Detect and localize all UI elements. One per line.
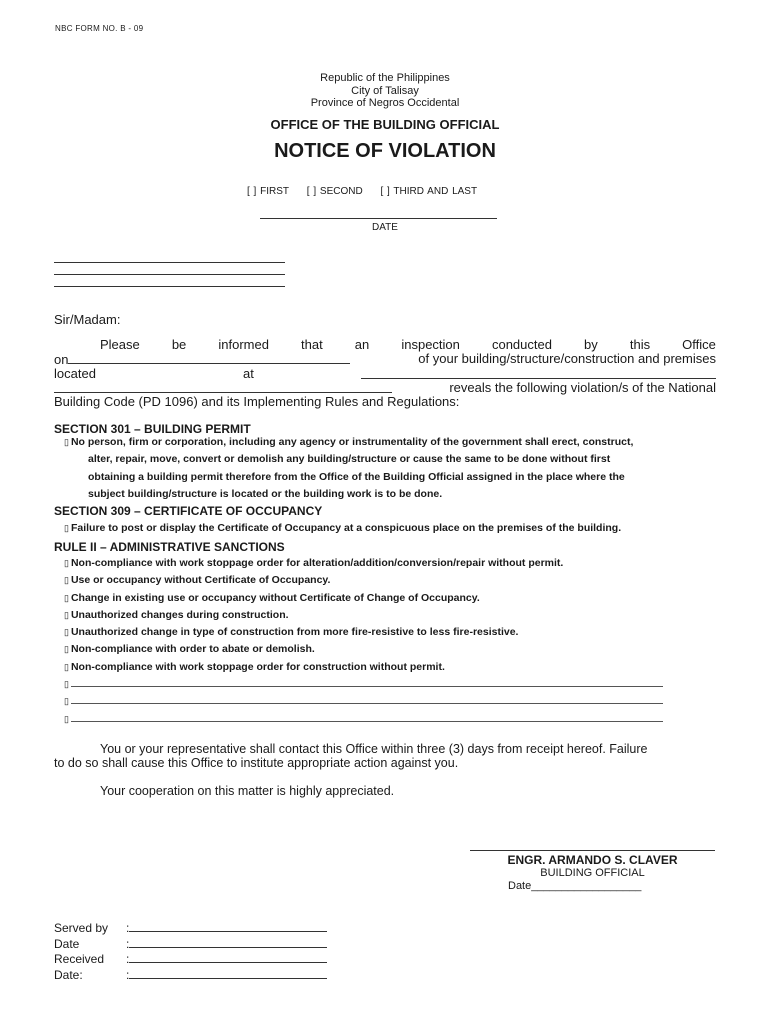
rule-2-heading: RULE II – ADMINISTRATIVE SANCTIONS xyxy=(54,540,285,554)
header-republic: Republic of the Philippines xyxy=(320,72,450,84)
blank-item xyxy=(64,676,663,693)
intro-word: informed xyxy=(218,337,269,352)
closing-paragraph: You or your representative shall contact this Office within three (3) days from receipt hereof. Failure to do so shall cause this Office to institute appropriate action against you. xyxy=(54,742,648,770)
checkbox-icon[interactable]: ▯ xyxy=(64,661,69,672)
served-date-field[interactable] xyxy=(129,936,327,948)
signatory-date-field[interactable]: Date__________________ xyxy=(508,880,642,892)
date-field[interactable] xyxy=(260,208,497,219)
service-block xyxy=(54,920,327,982)
checkbox-icon[interactable]: ▯ xyxy=(64,609,69,620)
intro-word: this xyxy=(629,337,651,352)
signatory-title: BUILDING OFFICIAL xyxy=(540,867,645,879)
section-309-heading: SECTION 309 – CERTIFICATE OF OCCUPANCY xyxy=(54,504,323,518)
intro-word: inspection xyxy=(401,337,460,352)
appreciation-text: Your cooperation on this matter is highly appreciated. xyxy=(100,784,395,798)
checkbox-icon[interactable]: ▯ xyxy=(64,644,69,655)
received-date-row: Date: : xyxy=(54,967,327,983)
checkbox-icon[interactable]: ▯ xyxy=(64,696,69,707)
signatory-name: ENGR. ARMANDO S. CLAVER xyxy=(507,853,678,867)
received-row: Received : xyxy=(54,951,327,967)
blank-item xyxy=(64,693,663,710)
rule-2-items xyxy=(64,555,663,728)
intro-word: an xyxy=(354,337,370,352)
form-number: NBC FORM NO. B - 09 xyxy=(55,24,144,33)
served-by-row: Served by : xyxy=(54,920,327,936)
option-first[interactable]: [ ] FIRST xyxy=(247,186,289,197)
header-province: Province of Negros Occidental xyxy=(310,97,460,109)
section-309-item: ▯ Failure to post or display the Certificate of Occupancy at a conspicuous place on the premises of the building. xyxy=(64,522,622,534)
salutation: Sir/Madam: xyxy=(54,312,121,327)
received-date-field[interactable] xyxy=(129,967,327,979)
office-name: OFFICE OF THE BUILDING OFFICIAL xyxy=(270,117,500,132)
blank-item xyxy=(64,711,663,728)
other-violation-field-2[interactable] xyxy=(71,694,663,704)
on-label: on xyxy=(54,352,69,367)
checkbox-icon[interactable]: ▯ xyxy=(64,713,69,724)
other-violation-field-3[interactable] xyxy=(71,712,663,722)
code-reference: Building Code (PD 1096) and its Implementing Rules and Regulations: xyxy=(54,394,460,409)
intro-word: that xyxy=(301,337,323,352)
checkbox-icon[interactable]: ▯ xyxy=(64,558,69,568)
at-label: at xyxy=(243,366,254,381)
section-301-item: ▯ No person, firm or corporation, including any agency or instrumentality of the government shall erect, construct, alter, repair, move, convert or demolish any building/structure or cause the same to be done without first obtaining a building permit therefore from the Office of the Building Official assigned in the place where the subject building/structure is located or the building work is to be done. xyxy=(64,436,634,500)
location-field-2[interactable] xyxy=(54,381,392,393)
addressee-line-1[interactable] xyxy=(54,262,285,263)
checkbox-icon[interactable]: ▯ xyxy=(64,679,69,690)
checkbox-icon[interactable]: ▯ xyxy=(64,523,69,533)
checkbox-icon[interactable]: ▯ xyxy=(64,437,69,447)
intro-word: conducted xyxy=(491,337,552,352)
served-date-row: Date : xyxy=(54,936,327,952)
intro-word: be xyxy=(171,337,187,352)
served-by-field[interactable] xyxy=(129,920,327,932)
checkbox-icon[interactable]: ▯ xyxy=(64,575,69,586)
received-field[interactable] xyxy=(129,951,327,963)
option-third-and-last[interactable]: [ ] THIRD AND LAST xyxy=(380,186,478,197)
date-label: DATE xyxy=(372,222,398,233)
checkbox-icon[interactable]: ▯ xyxy=(64,592,69,603)
list-item: ▯ Change in existing use or occupancy without Certificate of Change of Occupancy. xyxy=(64,591,480,604)
inspection-date-field[interactable] xyxy=(68,352,350,364)
list-item: ▯ Non-compliance with work stoppage order for alteration/addition/conversion/repair without permit. xyxy=(64,557,564,569)
list-item: ▯ Non-compliance with work stoppage order for construction without permit. xyxy=(64,660,445,673)
intro-word: by xyxy=(584,337,598,352)
option-second[interactable]: [ ] SECOND xyxy=(306,186,363,197)
reveals-text: reveals the following violation/s of the National xyxy=(449,380,716,395)
checkbox-icon[interactable]: ▯ xyxy=(64,627,69,638)
located-label: located xyxy=(54,366,96,381)
location-field-1[interactable] xyxy=(361,367,716,379)
list-item: ▯ Unauthorized change in type of construction from more fire-resistive to less fire-resistive. xyxy=(64,626,519,639)
other-violation-field-1[interactable] xyxy=(71,677,663,687)
header-city: City of Talisay xyxy=(351,84,419,97)
addressee-line-2[interactable] xyxy=(54,274,285,275)
of-your-building: of your building/structure/construction and premises xyxy=(418,351,716,366)
intro-word: Office xyxy=(682,337,716,352)
intro-word: Please xyxy=(100,337,140,352)
notice-options xyxy=(247,186,491,197)
list-item: ▯ Non-compliance with order to abate or demolish. xyxy=(64,643,315,656)
section-301-heading: SECTION 301 – BUILDING PERMIT xyxy=(54,422,251,436)
addressee-line-3[interactable] xyxy=(54,286,285,287)
list-item: ▯ Unauthorized changes during construction. xyxy=(64,608,289,621)
list-item: ▯ Use or occupancy without Certificate of Occupancy. xyxy=(64,574,331,587)
document-title: NOTICE OF VIOLATION xyxy=(274,140,496,162)
signature-line[interactable] xyxy=(470,850,715,851)
intro-paragraph xyxy=(54,338,716,409)
